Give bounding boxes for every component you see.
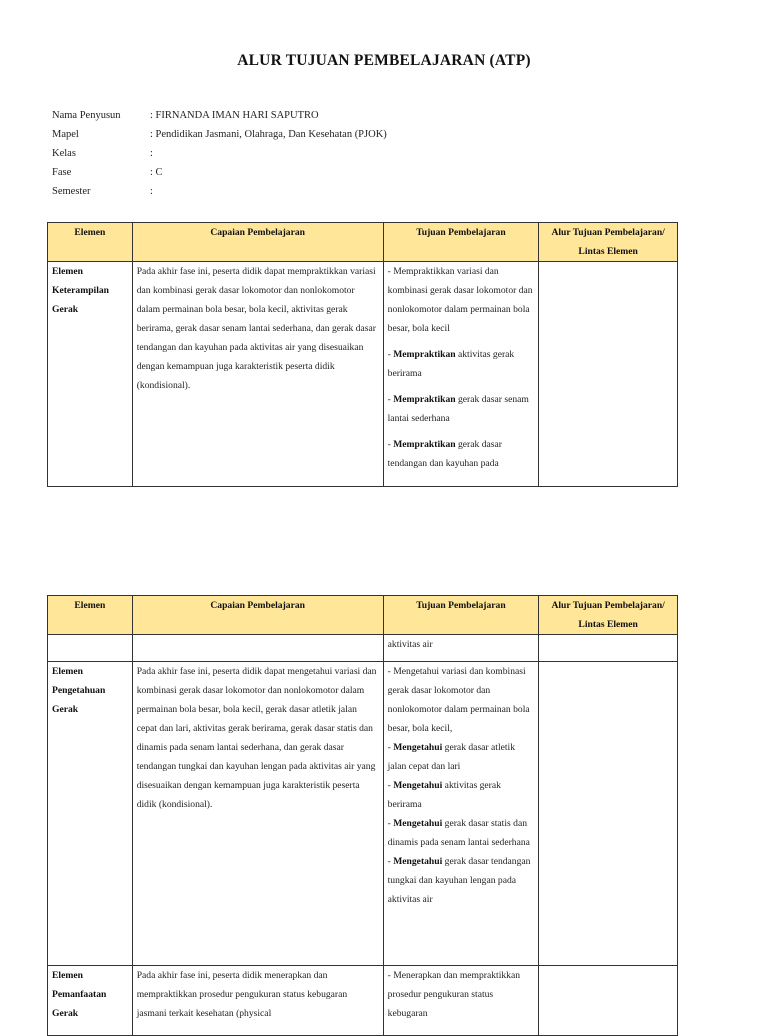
tujuan-cell [383, 966, 539, 1036]
tujuan-item: - Mempraktikkan variasi dan kombinasi gerak dasar lokomotor dan nonlokomotor dalam permainan bola besar, bola kecil [387, 266, 533, 334]
elemen-line: Gerak [52, 1008, 79, 1019]
tujuan-item: - Mengetahui variasi dan kombinasi gerak dasar lokomotor dan nonlokomotor dalam permainan bola besar, bola kecil, [387, 666, 530, 734]
alur-cell [539, 262, 678, 487]
elemen-cell [48, 262, 133, 487]
meta-row-kelas [52, 144, 387, 163]
header-alur-line1: Alur Tujuan Pembelajaran/ [551, 600, 665, 611]
table-row [48, 662, 678, 966]
meta-row-fase [52, 163, 387, 182]
tujuan-item: - Mengetahui gerak dasar statis dan dinamis pada senam lantai sederhana [387, 818, 530, 848]
header-alur-line2: Lintas Elemen [578, 246, 638, 257]
atp-table-1 [47, 222, 678, 487]
header-tujuan: Tujuan Pembelajaran [383, 596, 539, 635]
meta-label: Nama Penyusun [52, 110, 121, 121]
tujuan-cell [383, 662, 539, 966]
tujuan-item: - Mempraktikan gerak dasar senam lantai sederhana [387, 394, 529, 424]
header-capaian: Capaian Pembelajaran [132, 596, 383, 635]
header-tujuan: Tujuan Pembelajaran [383, 223, 539, 262]
tujuan-item: - Mengetahui aktivitas gerak berirama [387, 780, 501, 810]
meta-label: Fase [52, 167, 72, 178]
capaian-cell: Pada akhir fase ini, peserta didik dapat mengetahui variasi dan kombinasi gerak dasar lokomotor dan nonlokomotor dalam permainan bola besar, bola kecil, gerak dasar atletik jalan cepat dan lari, aktivitas gerak berirama, gerak dasar statis dan dinamis pada senam lantai sederhana, dan gerak dasar tendangan tungkai dan kayuhan lengan pada aktivitas air yang disesuaikan dengan kemampuan juga karakteristik peserta didik (kondisional). [132, 662, 383, 966]
header-elemen: Elemen [48, 596, 133, 635]
elemen-line: Elemen [52, 666, 83, 677]
table-row-continuation [48, 635, 678, 662]
tujuan-item: - Mengetahui gerak dasar atletik jalan cepat dan lari [387, 742, 515, 772]
elemen-cell [48, 662, 133, 966]
meta-label: Kelas [52, 148, 76, 159]
elemen-line: Elemen [52, 970, 83, 981]
meta-label: Mapel [52, 129, 79, 140]
header-alur [539, 596, 678, 635]
table-row [48, 262, 678, 487]
document-meta [52, 106, 387, 201]
document-title: ALUR TUJUAN PEMBELAJARAN (ATP) [237, 52, 531, 69]
meta-value: : Pendidikan Jasmani, Olahraga, Dan Kesehatan (PJOK) [150, 129, 387, 140]
header-capaian: Capaian Pembelajaran [132, 223, 383, 262]
meta-value: : [150, 148, 153, 159]
meta-value: : [150, 186, 153, 197]
tujuan-item: - Mempraktikan aktivitas gerak berirama [387, 349, 515, 379]
capaian-cell: Pada akhir fase ini, peserta didik dapat mempraktikkan variasi dan kombinasi gerak dasar lokomotor dan nonlokomotor dalam permainan bola besar, bola kecil, aktivitas gerak berirama, gerak dasar senam lantai sederhana, dan gerak dasar tendangan dan kayuhan pada aktivitas air yang disesuaikan dengan kemampuan juga karakteristik peserta didik (kondisional). [132, 262, 383, 487]
capaian-cell [132, 635, 383, 662]
alur-cell [539, 966, 678, 1036]
meta-value: : C [150, 167, 163, 178]
meta-row-penyusun [52, 106, 387, 125]
tujuan-cell [383, 262, 539, 487]
header-elemen: Elemen [48, 223, 133, 262]
elemen-line: Pemanfaatan [52, 989, 107, 1000]
elemen-line: Keterampilan [52, 285, 110, 296]
capaian-cell: Pada akhir fase ini, peserta didik menerapkan dan mempraktikkan prosedur pengukuran status kebugaran jasmani terkait kesehatan (physical [132, 966, 383, 1036]
elemen-line: Pengetahuan [52, 685, 106, 696]
elemen-line: Elemen [52, 266, 83, 277]
elemen-cell [48, 966, 133, 1036]
header-alur [539, 223, 678, 262]
alur-cell [539, 635, 678, 662]
elemen-cell [48, 635, 133, 662]
atp-table-2 [47, 595, 678, 1036]
tujuan-item: - Menerapkan dan mempraktikkan prosedur pengukuran status kebugaran [387, 970, 521, 1019]
header-alur-line2: Lintas Elemen [578, 619, 638, 630]
table-header-row [48, 223, 678, 262]
header-alur-line1: Alur Tujuan Pembelajaran/ [551, 227, 665, 238]
elemen-line: Gerak [52, 704, 79, 715]
tujuan-item: - Mempraktikan gerak dasar tendangan dan kayuhan pada [387, 439, 502, 469]
meta-row-mapel [52, 125, 387, 144]
meta-label: Semester [52, 186, 91, 197]
elemen-line: Gerak [52, 304, 79, 315]
tujuan-cell: aktivitas air [383, 635, 539, 662]
meta-row-semester [52, 182, 387, 201]
tujuan-item: - Mengetahui gerak dasar tendangan tungkai dan kayuhan lengan pada aktivitas air [387, 856, 531, 905]
alur-cell [539, 662, 678, 966]
table-header-row [48, 596, 678, 635]
meta-value: : FIRNANDA IMAN HARI SAPUTRO [150, 110, 319, 121]
table-row [48, 966, 678, 1036]
